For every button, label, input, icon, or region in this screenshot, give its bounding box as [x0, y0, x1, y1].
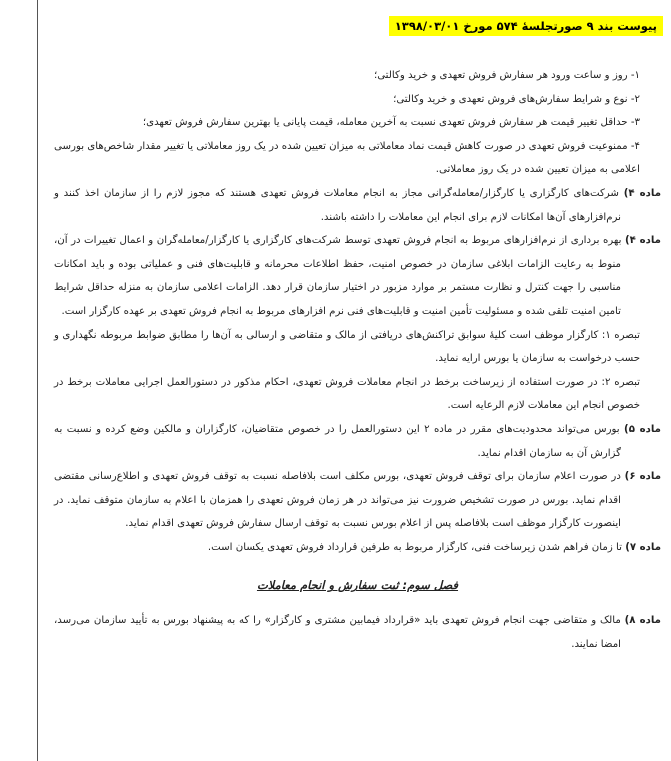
article-4	[54, 182, 661, 229]
article-8	[54, 609, 661, 656]
list-item-4: ۴- ممنوعیت فروش تعهدی در صورت کاهش قیمت نماد معاملاتی به میزان تعیین شده در یک روز معاملاتی یا تغییر مقدار شاخص‌های بورسی اعلامی به میزان تعیین شده در یک روز معاملاتی.	[54, 140, 640, 176]
article-6-text: در صورت اعلام سازمان برای توقف فروش تعهدی، بورس مکلف است بلافاصله نسبت به توقف فروش تعهدی و اطلاع‌رسانی مقتضی اقدام نماید. بورس در صورت تشخیص ضرورت نیز می‌تواند در هر زمان فروش تعهدی را همزمان با اعلام به سازمان متوقف نماید. در اینصورت کارگزار موظف است بلافاصله پس از اعلام بورس نسبت به توقف ارسال سفارش فروش تعهدی اقدام نماید.	[54, 471, 621, 530]
list-item-3: ۳- حداقل تغییر قیمت هر سفارش فروش تعهدی نسبت به آخرین معامله، قیمت پایانی یا بهترین سفارش فروش تعهدی؛	[142, 117, 640, 129]
article-4-second	[54, 229, 661, 323]
article-7-text: تا زمان فراهم شدن زیرساخت فنی، کارگزار مربوط به طرفین قرارداد فروش تعهدی یکسان است.	[207, 541, 622, 553]
note-1-text: کارگزار موظف است کلیهٔ سوابق تراکنش‌های دریافتی از مالک و متقاضی و ارسالی به آن‌ها را مطابق ضوابط مربوطه نگهداری و حسب درخواست به سازمان یا بورس ارایه نماید.	[54, 329, 640, 365]
article-6	[54, 465, 661, 536]
article-4-label: ماده ۴)	[623, 187, 661, 199]
article-8-text: مالک و متقاضی جهت انجام فروش تعهدی باید «قرارداد فیمابین مشتری و کارگزار» را که به پیشنهاد بورس به تأیید سازمان می‌رسد، امضا نمایند.	[54, 615, 621, 651]
attachment-header-banner: پیوست بند ۹ صورتجلسهٔ ۵۷۴ مورخ ۱۳۹۸/۰۳/۰۱	[389, 16, 663, 36]
list-item-2: ۲- نوع و شرایط سفارش‌های فروش تعهدی و خرید وکالتی؛	[393, 93, 640, 105]
note-1-label: تبصره ۱:	[601, 329, 640, 341]
note-2-text: در صورت استفاده از زیرساخت برخط در انجام معاملات فروش تعهدی، احکام مذکور در دستورالعمل اجرایی معاملات برخط در خصوص انجام این معاملات لازم الرعایه است.	[54, 376, 640, 412]
note-1	[54, 324, 661, 371]
article-7-label: ماده ۷)	[625, 541, 661, 553]
article-6-label: ماده ۶)	[624, 471, 661, 483]
section-3-title: فصل سوم: ثبت سفارش و انجام معاملات	[256, 578, 459, 593]
list-item-1: ۱- روز و ساعت ورود هر سفارش فروش تعهدی و خرید وکالتی؛	[373, 70, 640, 81]
article-8-label: ماده ۸)	[624, 615, 661, 627]
article-4-second-label: ماده ۴)	[624, 235, 661, 247]
note-2-label: تبصره ۲:	[601, 376, 640, 388]
document-page	[37, 0, 671, 761]
article-5-text: بورس می‌تواند محدودیت‌های مقرر در ماده ۲ این دستورالعمل را در خصوص متقاضیان، کارگزاران و مالکین وضع کرده و نسبت به گزارش آن به سازمان اقدام نماید.	[54, 423, 621, 459]
document-body	[54, 64, 661, 657]
article-7	[54, 536, 661, 560]
article-4-second-text: بهره برداری از نرم‌افزارهای مربوط به انجام فروش تعهدی توسط شرکت‌های کارگزاری یا کارگزار/معامله‌گران و اعمال تغییرات در آن، منوط به رعایت الزامات ابلاغی سازمان در خصوص امنیت، حفظ اطلاعات محرمانه و قابلیت‌های فنی و عملیاتی بوده و باید امکانات مناسبی را جهت کنترل و نظارت مستمر بر موارد مزبور در اختیار سازمان قرار دهد. الزامات اعلامی سازمان به منزله حداقل شرایط تامین امنیت تلقی شده و مسئولیت تأمین امنیت و قابلیت‌های فنی نرم افزارهای مربوط به انجام فروش تعهدی بر عهده کارگزار است.	[54, 235, 622, 317]
article-4-text: شرکت‌های کارگزاری یا کارگزار/معامله‌گرانی مجاز به انجام معاملات فروش تعهدی هستند که مجوز لازم را از سازمان اخذ کنند و نرم‌افزارهای آن‌ها امکانات لازم برای انجام این معاملات را داشته باشند.	[54, 187, 621, 223]
article-5-label: ماده ۵)	[624, 423, 661, 435]
note-2	[54, 371, 661, 418]
article-5	[54, 418, 661, 465]
